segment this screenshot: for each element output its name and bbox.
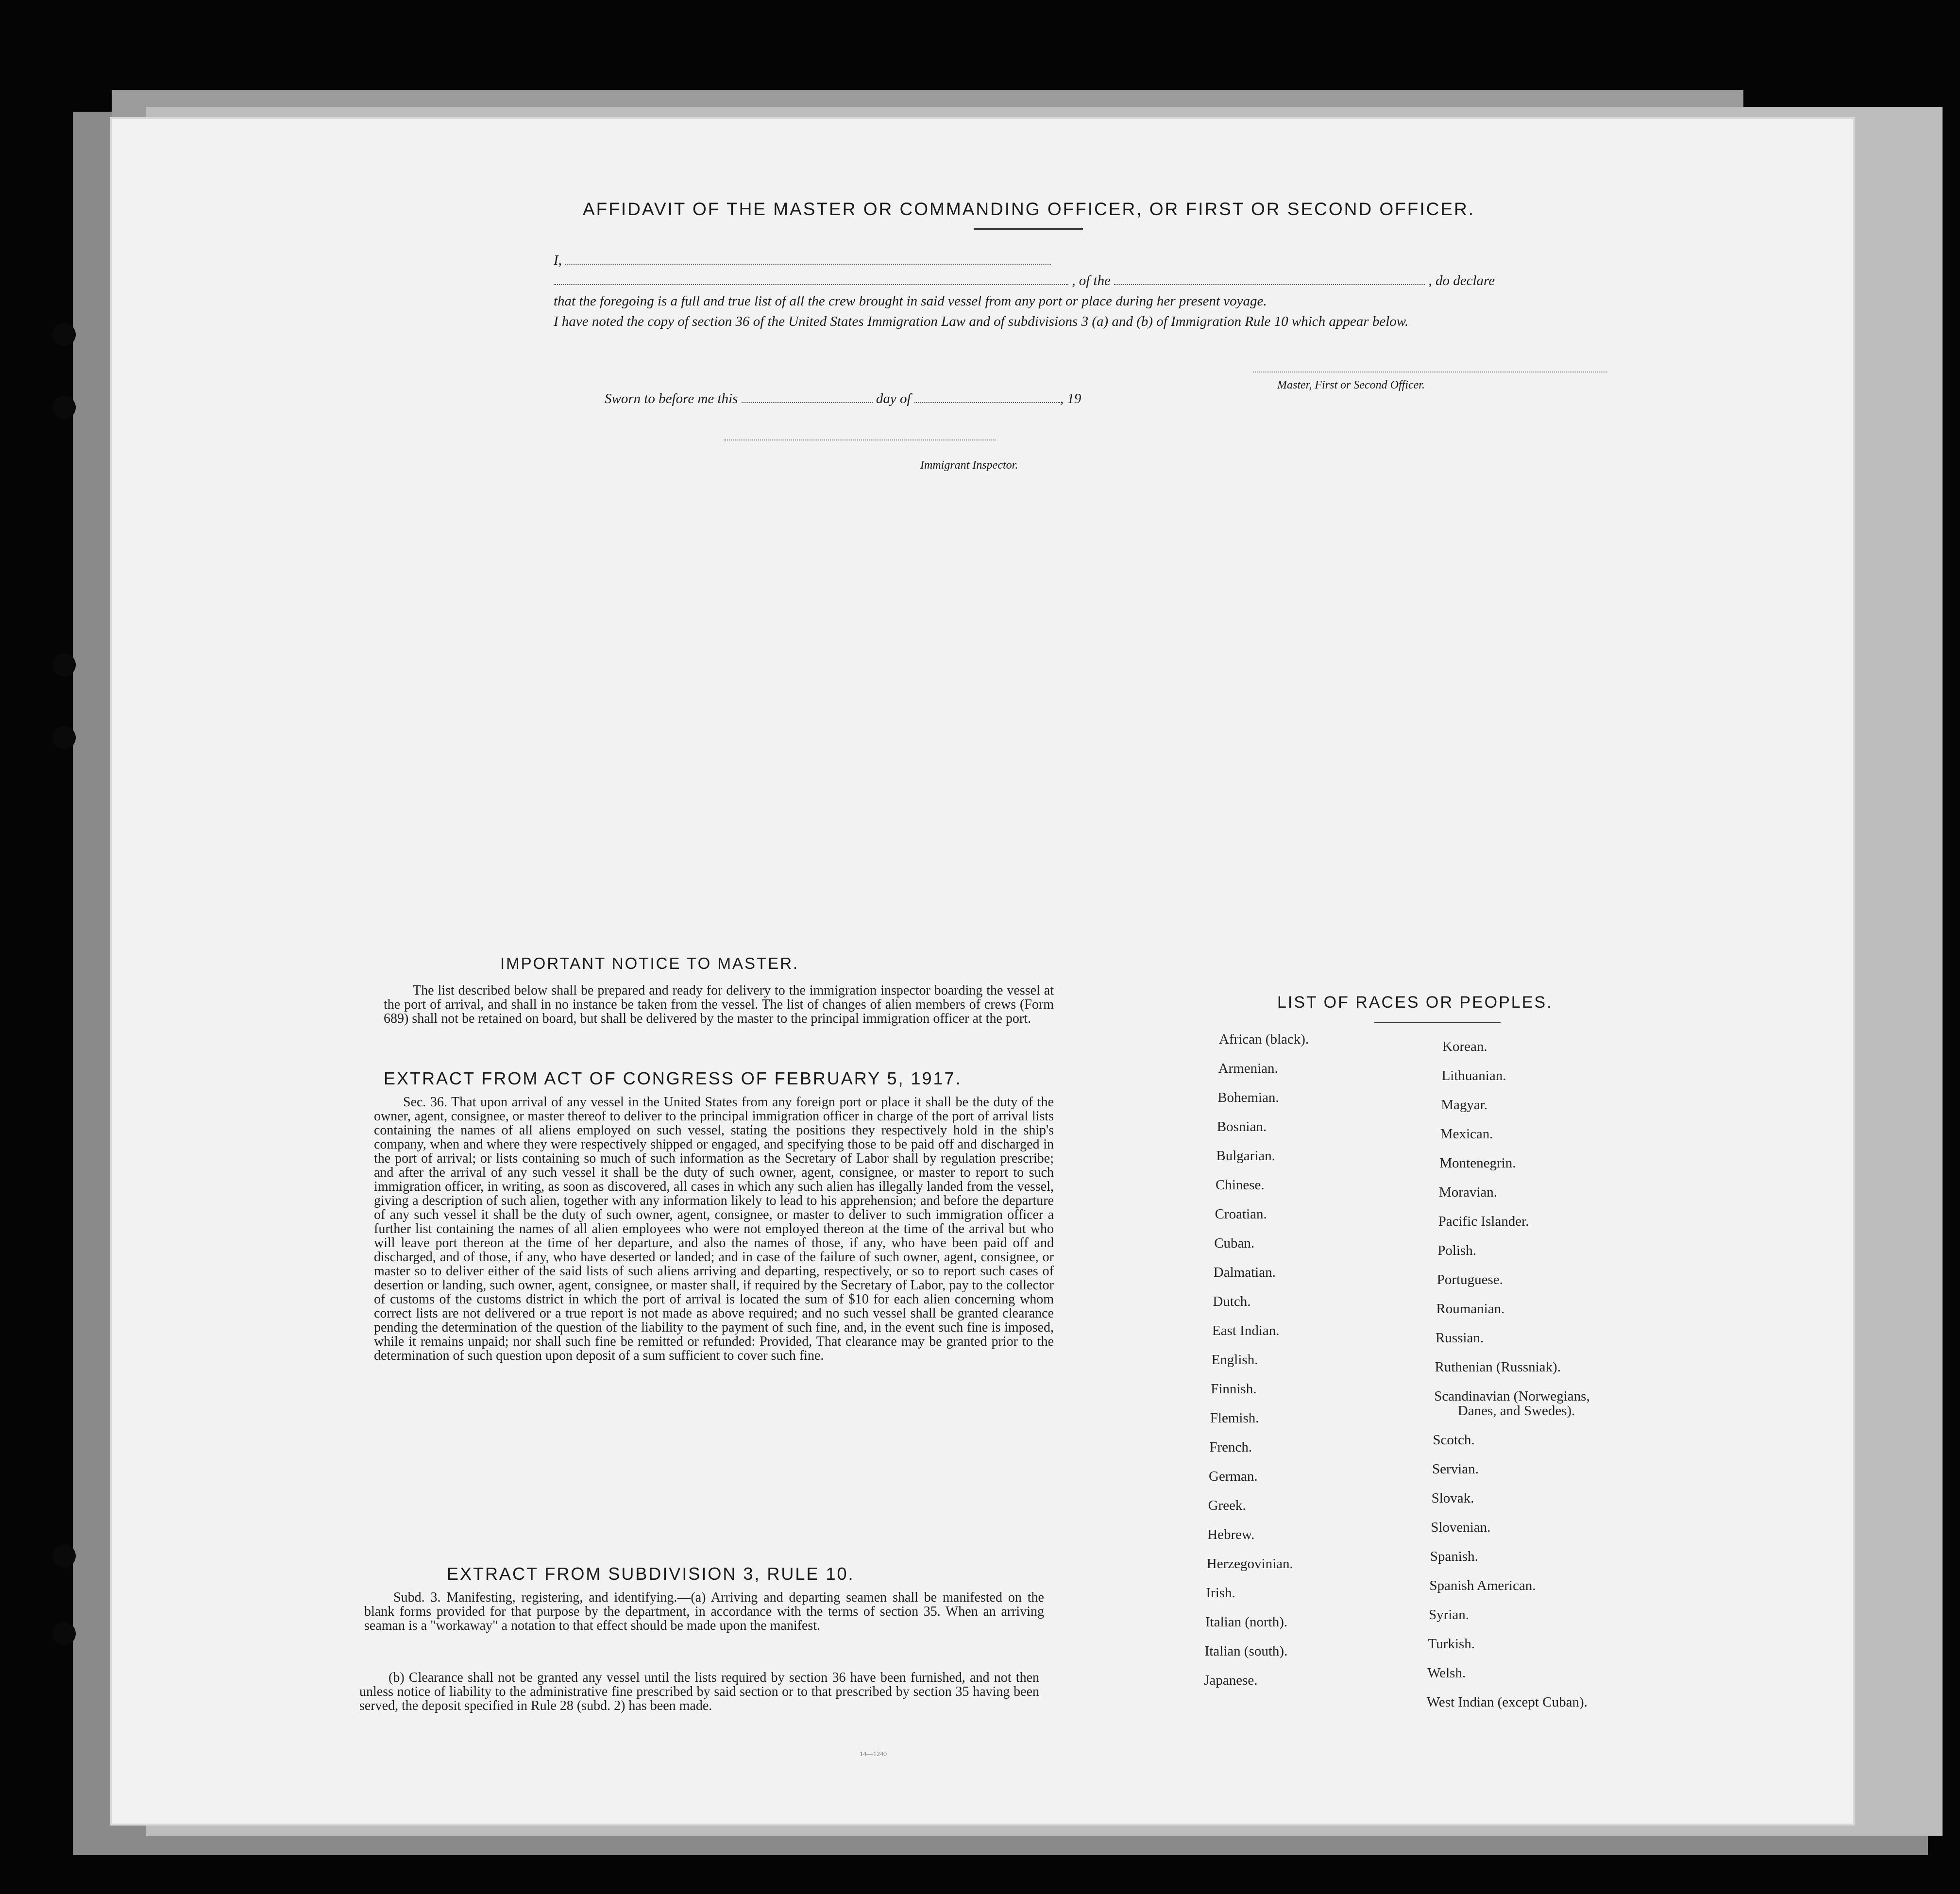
declaration-rule-note: I have noted the copy of section 36 of the United States Immigration Law and of subdivisions 3 (a) and (b) of Immigration Rule 10 which appear below. [554,314,1409,329]
day-of-label: day of [876,391,911,406]
race-item: West Indian (except Cuban). [1426,1694,1588,1710]
notice-title: IMPORTANT NOTICE TO MASTER. [500,954,799,972]
sworn-label: Sworn to before me this [605,391,738,406]
race-item: Syrian. [1429,1607,1469,1623]
race-item: Ruthenian (Russniak). [1435,1359,1561,1375]
binder-hole [52,653,76,676]
binder-hole [52,726,76,749]
race-item: English. [1211,1352,1258,1368]
binder-hole [52,323,76,346]
binder-hole [52,1544,76,1568]
race-item: Lithuanian. [1441,1068,1506,1083]
race-item: Slovak. [1431,1490,1474,1506]
race-item: Hebrew. [1207,1527,1255,1542]
race-item: Dalmatian. [1213,1265,1276,1280]
extract-act-text: Sec. 36. That upon arrival of any vessel in the United States from any foreign port or place it shall be the duty of the owner, agent, consignee, or master thereof to deliver to the principal immigration officer in charge of the port of arrival lists containing the names of all aliens employed on such vessel, stating the positions they respectively hold in the ship's company, when and where they were respectively shipped or engaged, and specifying those to be paid off and discharged in the port of arrival; or lists containing so much of such information as the Secretary of Labor shall by regulation prescribe; and after the arrival of any such vessel it shall be the duty of such owner, agent, consignee, or master to report to such immigration officer, in writing, as soon as discovered, all cases in which any such alien has illegally landed from the vessel, giving a description of such alien, together with any information likely to lead to his apprehension; and before the departure of any such vessel it shall be the duty of such owner, agent, consignee, or master to deliver to such immigration officer a further list containing the names of all alien employees who were not employed thereon at the time of the arrival but who will leave port thereon at the time of her departure, and also the names of those, if any, who have been paid off and discharged, and of those, if any, who have deserted or landed; and in case of the failure of such owner, agent, consignee, or master so to deliver either of the said lists of such aliens arriving and departing, respectively, or so to report such cases of desertion or landing, such owner, agent, consignee, or master shall, if required by the Secretary of Labor, pay to the collector of customs of the customs district in which the port of arrival is located the sum of $10 for each alien concerning whom correct lists are not delivered or a true report is not made as above required; and no such vessel shall be granted clearance pending the determination of the question of the liability to the payment of such fine, and, in the event such fine is imposed, while it remains unpaid; nor shall such fine be remitted or refunded: Provided, That clearance may be granted prior to the determination of such question upon deposit of a sum sufficient to cover such fine. [374,1095,1054,1363]
race-item: Pacific Islander. [1438,1214,1529,1229]
declaration-body: that the foregoing is a full and true list of all the crew brought in said vessel from any port or place during her present voyage. [554,293,1267,309]
race-item: Dutch. [1213,1294,1251,1309]
race-item: Croatian. [1215,1206,1267,1222]
extract-rule-text-b: (b) Clearance shall not be granted any vessel until the lists required by section 36 have been furnished, and not then unless notice of liability to the administrative fine prescribed by said section or to that prescribed by section 35 having been served, the deposit specified in Rule 28 (subd. 2) has been made. [359,1670,1039,1713]
race-item: Mexican. [1440,1126,1493,1142]
races-title: LIST OF RACES OR PEOPLES. [1277,993,1553,1012]
race-item: Turkish. [1428,1636,1475,1652]
extract-rule-title: EXTRACT FROM SUBDIVISION 3, RULE 10. [447,1564,855,1584]
race-item: German. [1209,1469,1258,1484]
race-item: Irish. [1206,1585,1235,1601]
race-item: Japanese. [1204,1673,1258,1688]
master-caption: Master, First or Second Officer. [1277,379,1425,391]
affidavit-page [112,119,1853,1824]
inspector-caption: Immigrant Inspector. [920,459,1018,472]
form-code: 14—1240 [860,1751,887,1758]
race-item: Herzegovinian. [1206,1556,1293,1572]
race-item: Flemish. [1210,1410,1259,1426]
extract-rule-text-a: Subd. 3. Manifesting, registering, and identifying.—(a) Arriving and departing seamen shall be manifested on the blank forms provided for that purpose by the department, in accordance with the terms of section 35. When an arriving seaman is a "workaway" a notation to that effect should be made upon the manifest. [364,1590,1044,1633]
race-item: Polish. [1437,1243,1476,1258]
race-item: Welsh. [1427,1665,1466,1681]
races-title-rule [1374,1022,1501,1023]
race-item: Servian. [1432,1461,1479,1477]
race-item: Moravian. [1439,1184,1497,1200]
race-item: Scotch. [1433,1432,1475,1448]
race-item: Roumanian. [1436,1301,1505,1317]
declarant-name-field[interactable] [565,264,1051,265]
race-item: Russian. [1436,1330,1484,1346]
race-item: Scandinavian (Norwegians, [1434,1388,1590,1404]
race-item: African (black). [1219,1032,1309,1047]
race-item: Montenegrin. [1439,1155,1516,1171]
do-declare-label: , do declare [1428,273,1495,288]
race-item: Slovenian. [1431,1520,1491,1535]
title-rule [974,228,1083,230]
race-item: Bosnian. [1217,1119,1267,1134]
race-item: Magyar. [1441,1097,1488,1113]
affidavit-declaration [554,250,1501,332]
race-item: Spanish American. [1429,1578,1536,1593]
vessel-name-field[interactable] [1114,284,1425,285]
declarant-prefix: I, [554,253,562,268]
race-item: French. [1209,1439,1252,1455]
race-item: Spanish. [1430,1549,1478,1564]
sworn-line [605,391,1081,407]
race-item: Bohemian. [1217,1090,1279,1105]
race-item: Cuban. [1214,1235,1255,1251]
race-item: Finnish. [1211,1381,1257,1397]
sworn-month-field[interactable] [914,402,1060,403]
year-label: , 19 [1060,391,1081,406]
notice-text: The list described below shall be prepared and ready for delivery to the immigration inspector boarding the vessel at the port of arrival, and shall in no instance be taken from the vessel. The list of changes of alien members of crews (Form 689) shall not be retained on board, but shall be delivered by the master to the principal immigration officer at the port. [384,983,1054,1026]
race-item: Chinese. [1216,1177,1265,1193]
binder-hole [52,1622,76,1645]
race-item: Korean. [1442,1039,1487,1054]
race-item: Italian (north). [1205,1614,1288,1630]
binder-hole [52,396,76,419]
extract-act-title: EXTRACT FROM ACT OF CONGRESS OF FEBRUARY 5, 1917. [384,1068,962,1088]
sworn-day-field[interactable] [742,402,873,403]
race-item: Armenian. [1218,1061,1278,1076]
race-item: Bulgarian. [1216,1148,1275,1164]
race-item: Danes, and Swedes). [1457,1403,1575,1419]
race-item: East Indian. [1212,1323,1280,1338]
affidavit-title: AFFIDAVIT OF THE MASTER OR COMMANDING OFFICER, OR FIRST OR SECOND OFFICER. [583,199,1475,219]
race-item: Italian (south). [1204,1643,1288,1659]
vessel-role-field[interactable] [554,284,1068,285]
race-item: Greek. [1208,1498,1246,1513]
race-item: Portuguese. [1436,1272,1503,1287]
of-the-label: , of the [1072,273,1111,288]
